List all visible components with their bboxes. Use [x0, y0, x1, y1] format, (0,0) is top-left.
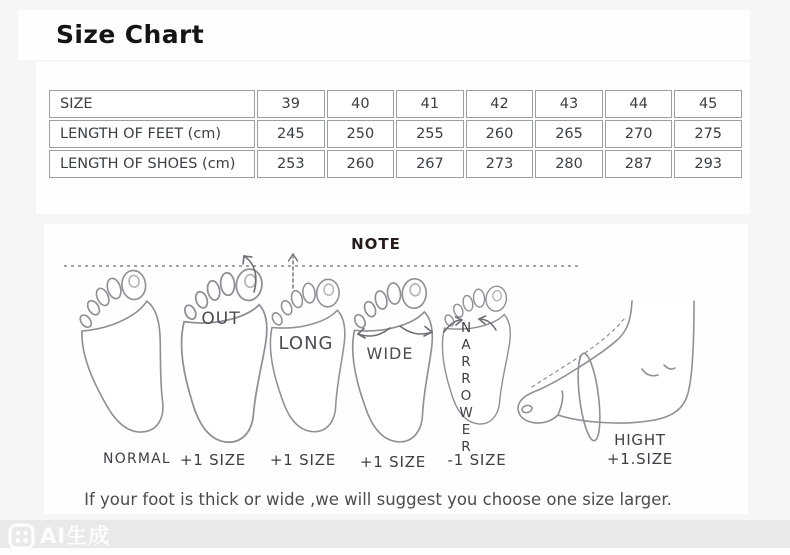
bottom-strip	[0, 548, 790, 555]
table-row-size	[49, 90, 742, 118]
table-row-feet-length	[49, 120, 742, 148]
table-row-shoes-length	[49, 150, 742, 178]
table-cell: 255	[396, 120, 464, 148]
table-cell: 260	[327, 150, 395, 178]
table-cell: 41	[396, 90, 464, 118]
figure-label-wide: +1 SIZE	[359, 453, 427, 471]
table-cell: 293	[674, 150, 742, 178]
table-cell: 44	[605, 90, 673, 118]
table-cell: 280	[535, 150, 603, 178]
long-arrow-icon	[286, 252, 300, 288]
footprint-narrower-icon	[435, 261, 520, 454]
figure-label-out: +1 SIZE	[179, 451, 247, 469]
table-cell: 253	[257, 150, 325, 178]
out-arrow-icon	[232, 252, 260, 294]
row-label: LENGTH OF SHOES (cm)	[49, 150, 255, 178]
size-chart-table	[47, 88, 744, 180]
table-cell: 40	[327, 90, 395, 118]
table-cell: 265	[535, 120, 603, 148]
footprint-long-icon	[266, 262, 352, 454]
annotation-long: LONG	[278, 333, 334, 354]
footnote-text: If your foot is thick or wide ,we will suggest you choose one size larger.	[84, 490, 672, 509]
table-cell: 250	[327, 120, 395, 148]
figure-label-narrower: -1 SIZE	[447, 451, 507, 469]
note-heading: NOTE	[351, 235, 401, 253]
annotation-wide: WIDE	[366, 344, 414, 363]
annotation-out: OUT	[201, 309, 241, 329]
table-cell: 273	[466, 150, 534, 178]
footprint-wide-icon	[348, 266, 440, 460]
table-cell: 260	[466, 120, 534, 148]
footprint-out-icon	[173, 260, 278, 455]
page-title: Size Chart	[56, 20, 205, 49]
side-foot-icon	[512, 297, 704, 445]
watermark	[8, 521, 110, 551]
table-cell: 45	[674, 90, 742, 118]
wide-arrows-icon	[352, 322, 438, 344]
table-cell: 275	[674, 120, 742, 148]
row-label: SIZE	[49, 90, 255, 118]
watermark-text: AI生成	[40, 523, 111, 548]
figure-label-normal: NORMAL	[103, 451, 171, 467]
height-size-label: +1.SIZE	[606, 450, 674, 468]
table-cell: 42	[466, 90, 534, 118]
table-cell: 267	[396, 150, 464, 178]
figure-label-height	[585, 431, 695, 469]
annotation-narrower: NARROWER	[458, 320, 474, 456]
row-label: LENGTH OF FEET (cm)	[49, 120, 255, 148]
table-cell: 245	[257, 120, 325, 148]
table-cell: 43	[535, 90, 603, 118]
table-cell: 39	[257, 90, 325, 118]
table-cell: 287	[605, 150, 673, 178]
bottom-band	[0, 520, 790, 548]
ai-watermark-icon	[8, 523, 35, 550]
figure-label-long: +1 SIZE	[269, 451, 337, 469]
table-cell: 270	[605, 120, 673, 148]
height-annotation: HIGHT	[614, 431, 666, 449]
